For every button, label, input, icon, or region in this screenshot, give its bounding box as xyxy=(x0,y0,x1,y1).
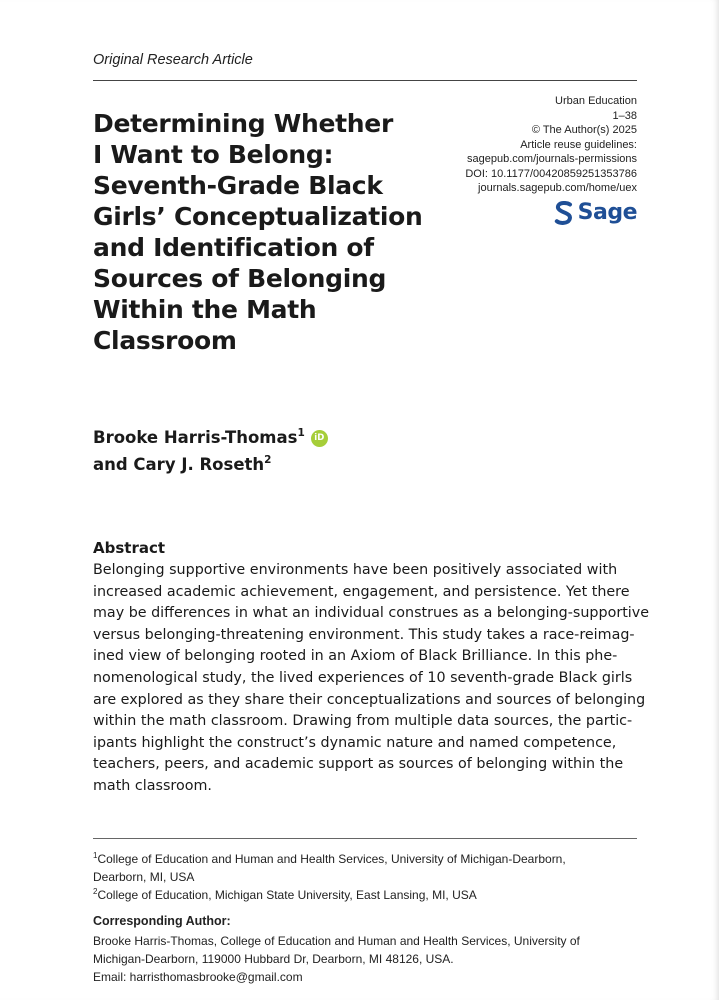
doi-text[interactable]: DOI: 10.1177/00420859251353786 xyxy=(465,167,637,180)
abstract-line: ined view of belonging rooted in an Axiom of Black Brilliance. In this phe- xyxy=(93,648,618,665)
journal-metadata xyxy=(397,94,637,196)
abstract-line: Belonging supportive environments have been positively associated with xyxy=(93,562,618,578)
corresponding-author-heading: Corresponding Author: xyxy=(93,914,231,928)
affiliation-text: Dearborn, MI, USA xyxy=(93,870,195,884)
abstract-line: are explored as they share their conceptualizations and sources of belonging xyxy=(93,691,646,708)
abstract-heading: Abstract xyxy=(93,539,166,557)
copyright-notice: © The Author(s) 2025 xyxy=(531,124,637,136)
abstract-line: within the math classroom. Drawing from multiple data sources, the partic- xyxy=(93,713,633,730)
page-range: 1–38 xyxy=(612,109,637,122)
corresponding-author-details xyxy=(93,932,637,986)
affiliation-text: College of Education and Human and Health Services, University of Michigan-Dearborn, xyxy=(97,852,566,866)
header-divider xyxy=(93,80,637,81)
affiliation-number: 1 xyxy=(93,851,98,860)
title-line: Seventh-Grade Black xyxy=(93,171,383,200)
reuse-label: Article reuse guidelines: xyxy=(520,138,637,151)
affiliation-marker: 2 xyxy=(264,454,272,466)
article-type-label: Original Research Article xyxy=(93,52,253,68)
corresponding-email[interactable]: Email: harristhomasbrooke@gmail.com xyxy=(93,970,303,984)
title-line: Girls’ Conceptualization xyxy=(93,202,423,231)
journal-home-link[interactable]: journals.sagepub.com/home/uex xyxy=(478,182,637,194)
title-line: Sources of Belonging xyxy=(93,264,387,293)
sage-s-icon xyxy=(554,201,574,225)
affiliations xyxy=(93,850,637,904)
abstract-line: versus belonging-threatening environment. This study takes a race-reimag- xyxy=(93,626,635,643)
title-line: and Identification of xyxy=(93,233,374,262)
abstract-line: ipants highlight the construct’s dynamic nature and named competence, xyxy=(93,734,617,751)
title-line: I Want to Belong: xyxy=(93,140,334,169)
affiliation-text: College of Education, Michigan State University, East Lansing, MI, USA xyxy=(97,888,477,902)
affiliation-marker: 1 xyxy=(297,427,305,439)
abstract-line: math classroom. xyxy=(93,777,212,794)
abstract-line: teachers, peers, and academic support as sources of belonging within the xyxy=(93,756,624,773)
author-name: Brooke Harris-Thomas xyxy=(93,428,298,447)
sage-logo xyxy=(554,200,637,225)
article-title xyxy=(93,108,433,356)
title-line: Determining Whether xyxy=(93,109,393,138)
abstract-text xyxy=(93,560,650,798)
footnote-divider xyxy=(93,838,637,839)
title-line: Within the Math xyxy=(93,295,317,324)
journal-name: Urban Education xyxy=(555,95,637,107)
title-line: Classroom xyxy=(93,326,237,355)
abstract-line: increased academic achievement, engagement, and persistence. Yet there xyxy=(93,583,630,600)
affiliation-number: 2 xyxy=(93,887,98,896)
abstract-line: nomenological study, the lived experiences of 10 seventh-grade Black girls xyxy=(93,669,633,686)
abstract-line: may be differences in what an individual construes as a belonging-supportive xyxy=(93,605,650,622)
sage-wordmark: Sage xyxy=(577,200,637,225)
author-name: and Cary J. Roseth xyxy=(93,455,265,474)
corresponding-line: Brooke Harris-Thomas, College of Education and Human and Health Services, University of xyxy=(93,934,580,948)
orcid-icon[interactable]: iD xyxy=(311,430,328,447)
permissions-link[interactable]: sagepub.com/journals-permissions xyxy=(467,153,637,165)
author-list xyxy=(93,424,328,478)
corresponding-line: Michigan-Dearborn, 119000 Hubbard Dr, Dearborn, MI 48126, USA. xyxy=(93,952,454,966)
